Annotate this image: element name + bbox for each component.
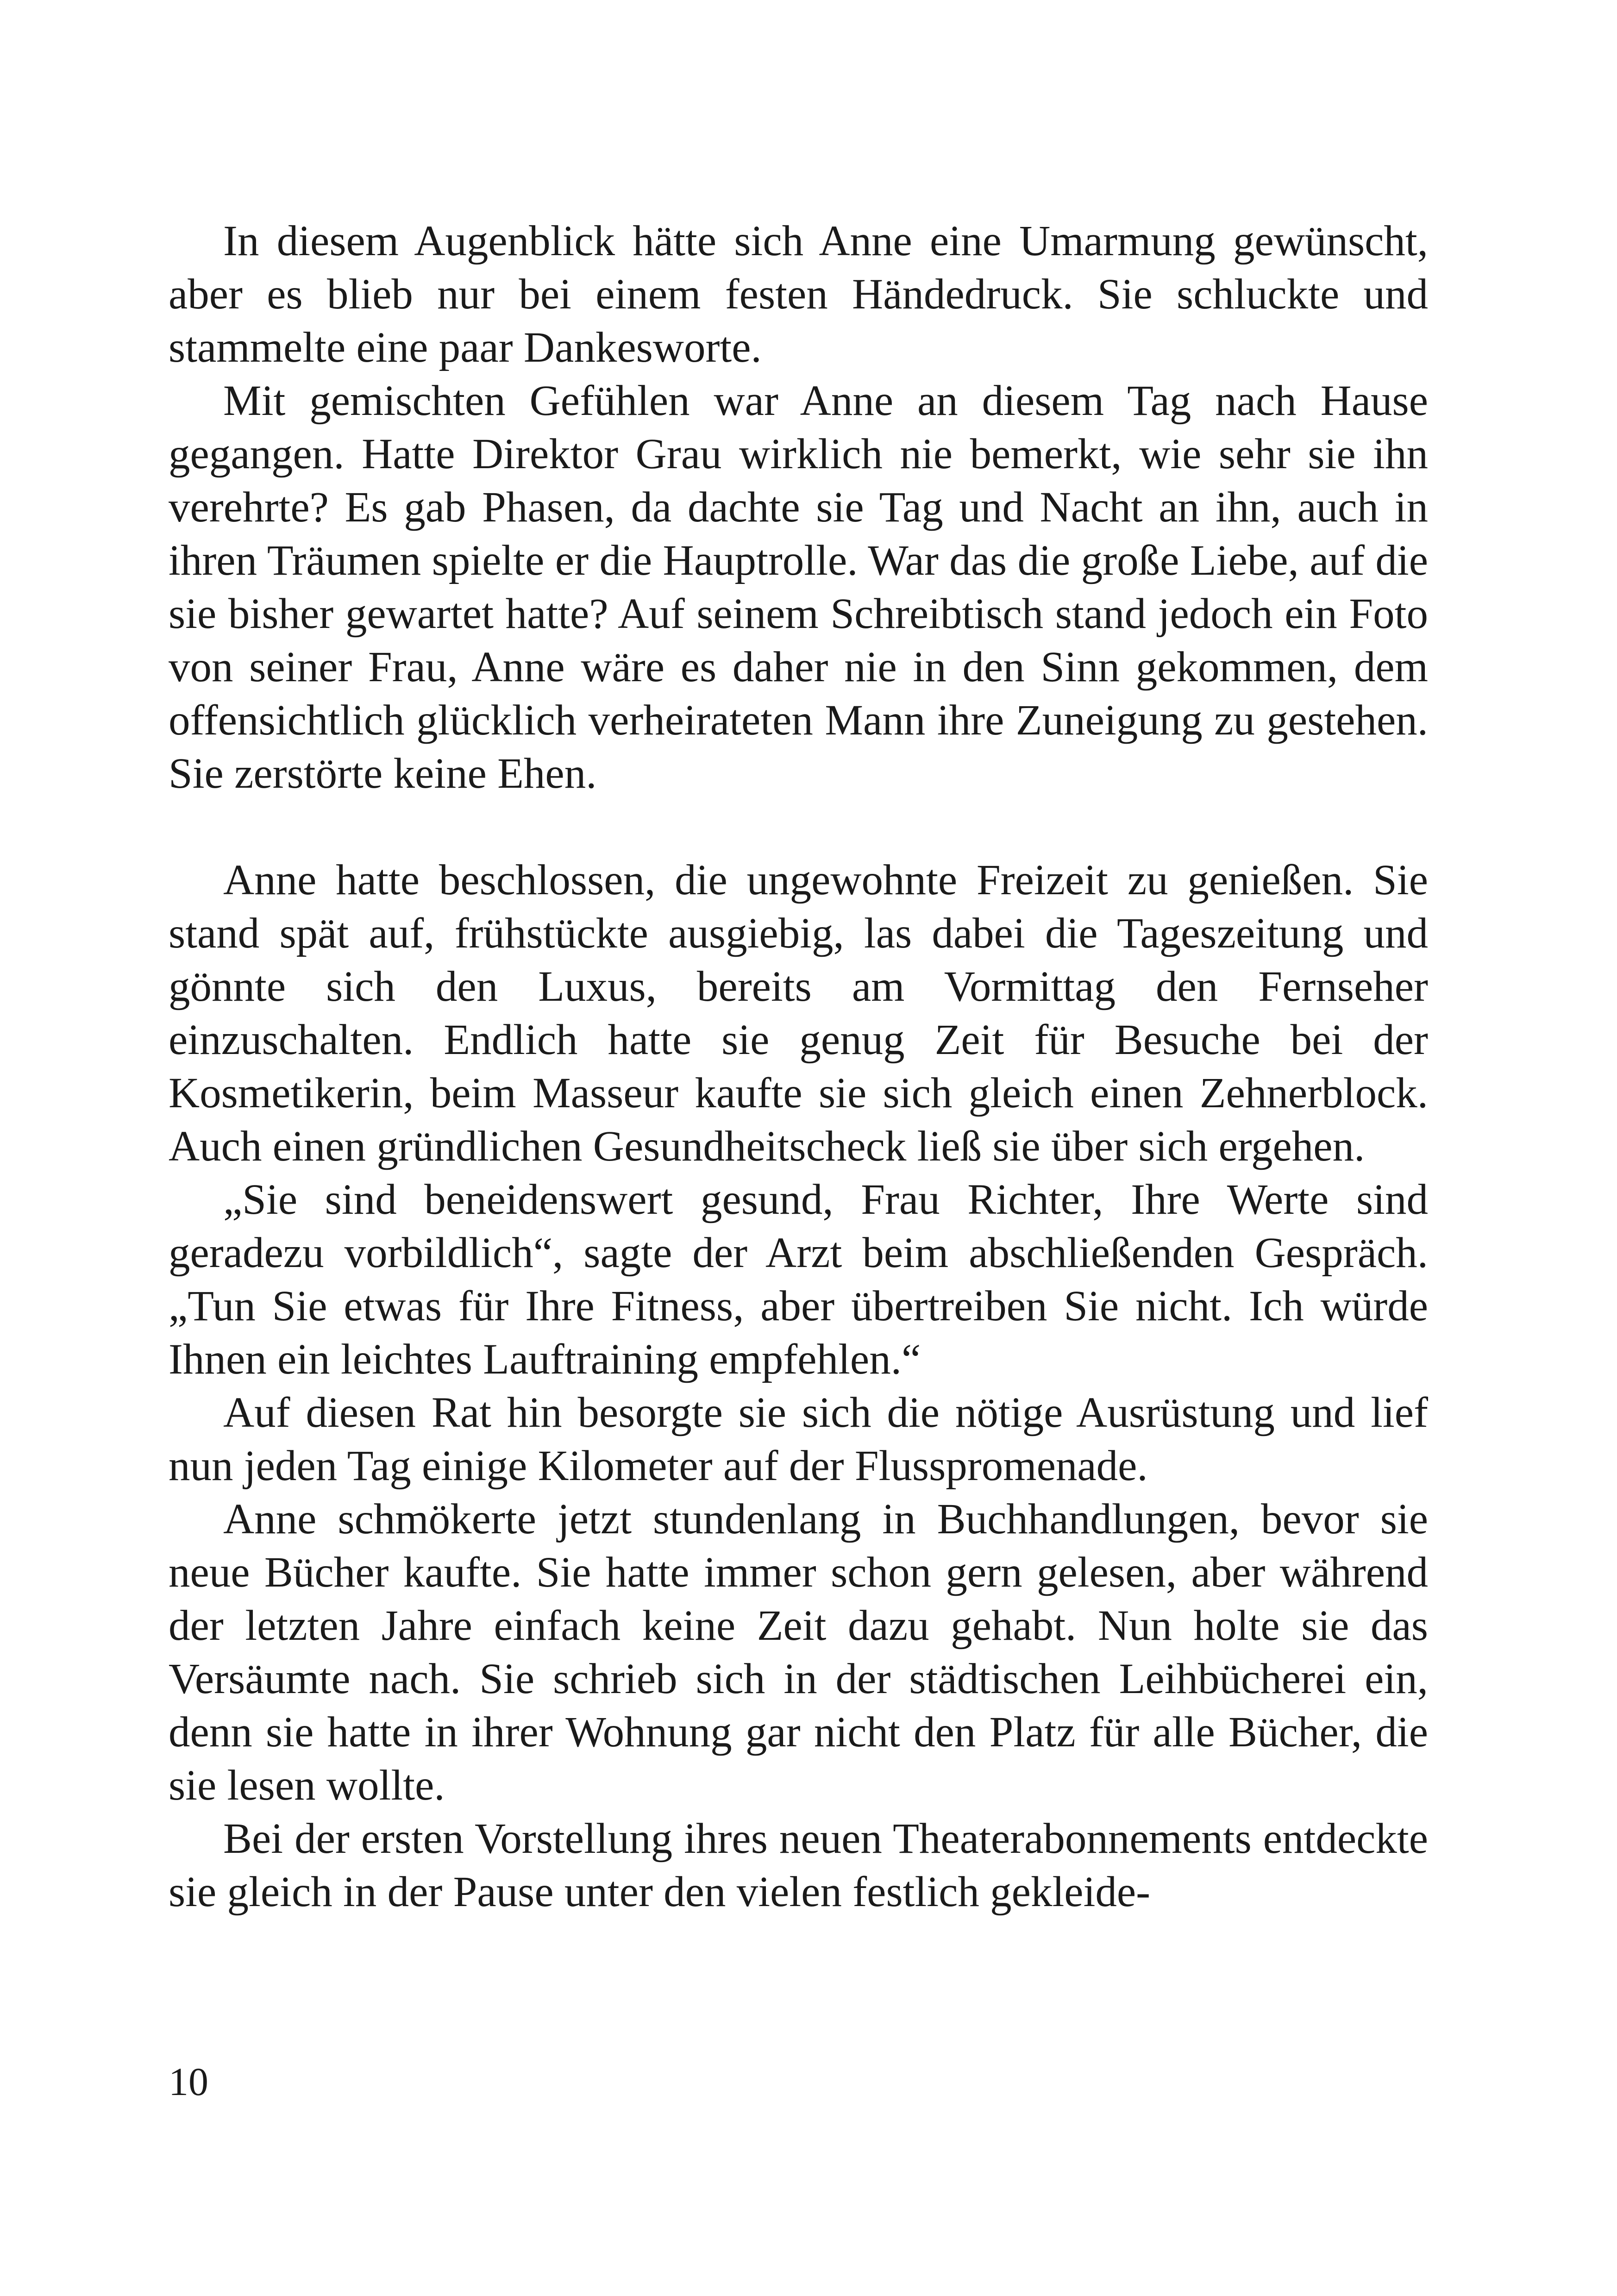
paragraph: Bei der ersten Vorstellung ihres neuen Theaterabonnements entdeckte sie gleich in der Pause unter den vielen festlich gekleide- — [169, 1815, 1428, 1916]
text-section-2 — [169, 853, 1428, 1919]
page-number: 10 — [169, 2059, 208, 2104]
text-section-1 — [169, 214, 1428, 800]
paragraph: „Sie sind beneidenswert gesund, Frau Richter, Ihre Werte sind geradezu vorbildlich“, sagte der Arzt beim abschließenden Gespräch. „Tun Sie etwas für Ihre Fitness, aber übertreiben Sie nicht. Ich würde Ihnen ein leichtes Lauftraining empfehlen.“ — [169, 1176, 1428, 1383]
paragraph: Anne hatte beschlossen, die ungewohnte Freizeit zu genießen. Sie stand spät auf, frühstückte ausgiebig, las dabei die Tageszeitung und gönnte sich den Luxus, bereits am Vormittag den Fernseher einzuschalten. Endlich hatte sie genug Zeit für Besuche bei der Kosmetikerin, beim Masseur kaufte sie sich gleich einen Zehnerblock. Auch einen gründlichen Gesundheitscheck ließ sie über sich ergehen. — [169, 856, 1428, 1170]
paragraph: Mit gemischten Gefühlen war Anne an diesem Tag nach Hause gegangen. Hatte Direktor Grau wirklich nie bemerkt, wie sehr sie ihn verehrte? Es gab Phasen, da dachte sie Tag und Nacht an ihn, auch in ihren Träumen spielte er die Hauptrolle. War das die große Liebe, auf die sie bisher gewartet hatte? Auf seinem Schreibtisch stand jedoch ein Foto von seiner Frau, Anne wäre es daher nie in den Sinn gekommen, dem offensichtlich glücklich verheirateten Mann ihre Zuneigung zu gestehen. Sie zerstörte keine Ehen. — [169, 377, 1428, 797]
paragraph: In diesem Augenblick hätte sich Anne eine Umarmung gewünscht, aber es blieb nur bei einem festen Händedruck. Sie schluckte und stammelte eine paar Dankesworte. — [169, 217, 1428, 371]
paragraph: Auf diesen Rat hin besorgte sie sich die nötige Ausrüstung und lief nun jeden Tag einige Kilometer auf der Flusspromenade. — [169, 1389, 1428, 1490]
paragraph: Anne schmökerte jetzt stundenlang in Buchhandlungen, bevor sie neue Bücher kaufte. Sie hatte immer schon gern gelesen, aber während der letzten Jahre einfach keine Zeit dazu gehabt. Nun holte sie das Versäumte nach. Sie schrieb sich in der städtischen Leihbücherei ein, denn sie hatte in ihrer Wohnung gar nicht den Platz für alle Bücher, die sie lesen wollte. — [169, 1495, 1428, 1809]
